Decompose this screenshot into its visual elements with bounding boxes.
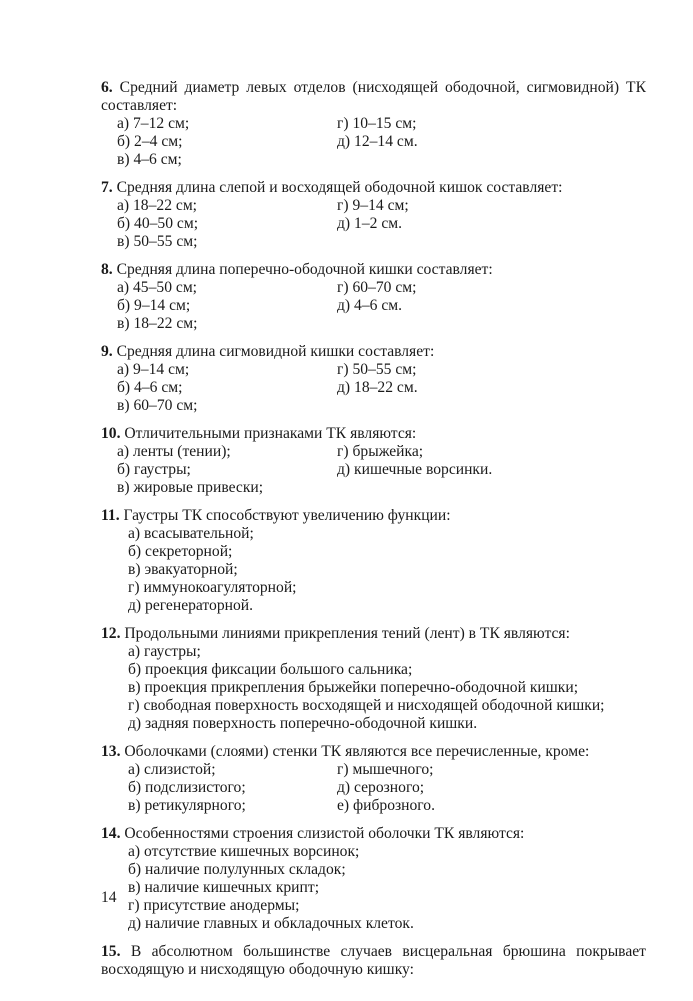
answer-option: б) подслизистого; — [128, 779, 246, 796]
question-stem — [101, 425, 646, 443]
answer-option: в) проекция прикрепления брыжейки поперечно-ободочной кишки; — [128, 679, 579, 696]
answer-option: б) гаустры; — [117, 461, 191, 478]
question-number: 15. — [101, 943, 121, 960]
answer-options — [117, 443, 646, 497]
answer-options — [117, 115, 646, 169]
answer-options — [128, 525, 646, 615]
question-text: Особенностями строения слизистой оболочки ТК являются: — [124, 825, 525, 842]
answer-options — [117, 197, 646, 251]
answer-option: в) 4–6 см; — [117, 151, 182, 168]
answer-option: а) 45–50 см; — [117, 279, 198, 296]
question-6 — [101, 79, 646, 169]
answer-option: в) жировые привески; — [117, 479, 264, 496]
question-text: Средний диаметр левых отделов (нисходящей ободочной, сигмовидной) ТК составляет: — [101, 79, 646, 114]
answer-option: б) 9–14 см; — [117, 297, 191, 314]
question-text: Гаустры ТК способствуют увеличению функции: — [123, 507, 451, 524]
answer-options — [117, 361, 646, 415]
answer-option: г) присутствие анодермы; — [128, 897, 300, 914]
answer-option: г) 10–15 см; — [337, 115, 417, 132]
answer-option: д) 12–14 см. — [337, 133, 418, 150]
answer-option: а) 7–12 см; — [117, 115, 190, 132]
answer-option: б) 4–6 см; — [117, 379, 183, 396]
question-number: 9. — [101, 343, 113, 360]
answer-option: а) отсутствие кишечных ворсинок; — [128, 843, 360, 860]
question-stem — [101, 943, 646, 979]
answer-option: б) проекция фиксации большого сальника; — [128, 661, 413, 678]
question-stem — [101, 825, 646, 843]
answer-option: г) мышечного; — [337, 761, 434, 778]
question-text: Продольными линиями прикрепления тений (лент) в ТК являются: — [124, 625, 570, 642]
answer-option: в) наличие кишечных крипт; — [128, 879, 320, 896]
answer-option: д) 1–2 см. — [337, 215, 403, 232]
question-number: 11. — [101, 507, 120, 524]
answer-option: д) регенераторной. — [128, 597, 254, 614]
question-stem — [101, 507, 646, 525]
answer-option: г) 60–70 см; — [337, 279, 417, 296]
question-text: В абсолютном большинстве случаев висцеральная брюшина покрывает восходящую и нисходящую ободочную кишку: — [101, 943, 646, 978]
question-stem — [101, 743, 646, 761]
answer-option: е) фиброзного. — [337, 797, 435, 814]
answer-option: д) наличие главных и обкладочных клеток. — [128, 915, 414, 932]
question-stem — [101, 79, 646, 115]
answer-option: д) кишечные ворсинки. — [337, 461, 493, 478]
question-stem — [101, 261, 646, 279]
question-12 — [101, 625, 646, 733]
question-number: 13. — [101, 743, 121, 760]
question-15 — [101, 943, 646, 979]
answer-option: в) эвакуаторной; — [128, 561, 238, 578]
question-text: Средняя длина поперечно-ободочной кишки составляет: — [116, 261, 493, 278]
question-11 — [101, 507, 646, 615]
question-text: Средняя длина сигмовидной кишки составляет: — [116, 343, 435, 360]
question-number: 14. — [101, 825, 121, 842]
answer-option: а) 9–14 см; — [117, 361, 190, 378]
answer-option: б) 40–50 см; — [117, 215, 199, 232]
question-stem — [101, 343, 646, 361]
question-number: 7. — [101, 179, 113, 196]
answer-option: г) 50–55 см; — [337, 361, 417, 378]
answer-option: в) 50–55 см; — [117, 233, 198, 250]
question-number: 12. — [101, 625, 121, 642]
question-text: Средняя длина слепой и восходящей ободочной кишок составляет: — [116, 179, 563, 196]
answer-option: б) 2–4 см; — [117, 133, 183, 150]
answer-option: в) 60–70 см; — [117, 397, 198, 414]
answer-option: а) гаустры; — [128, 643, 201, 660]
answer-option: г) иммунокоагуляторной; — [128, 579, 297, 596]
question-text: Отличительными признаками ТК являются: — [124, 425, 417, 442]
answer-option: г) свободная поверхность восходящей и нисходящей ободочной кишки; — [128, 697, 605, 714]
question-9 — [101, 343, 646, 415]
question-10 — [101, 425, 646, 497]
question-stem — [101, 179, 646, 197]
answer-option: д) 4–6 см. — [337, 297, 403, 314]
question-stem — [101, 625, 646, 643]
answer-option: д) 18–22 см. — [337, 379, 418, 396]
answer-option: д) серозного; — [337, 779, 425, 796]
answer-option: б) секреторной; — [128, 543, 233, 560]
question-number: 8. — [101, 261, 113, 278]
page-content — [101, 79, 646, 989]
answer-options — [128, 761, 646, 815]
answer-options — [128, 643, 646, 733]
answer-option: д) задняя поверхность поперечно-ободочной кишки. — [128, 715, 478, 732]
answer-option: г) брыжейка; — [337, 443, 424, 460]
answer-options — [117, 279, 646, 333]
answer-option: а) всасывательной; — [128, 525, 254, 542]
answer-option: в) ретикулярного; — [128, 797, 246, 814]
answer-option: а) ленты (тении); — [117, 443, 231, 460]
answer-option: б) наличие полулунных складок; — [128, 861, 346, 878]
answer-option: в) 18–22 см; — [117, 315, 198, 332]
question-8 — [101, 261, 646, 333]
answer-option: а) слизистой; — [128, 761, 216, 778]
question-14 — [101, 825, 646, 933]
question-13 — [101, 743, 646, 815]
question-number: 6. — [101, 79, 113, 96]
page-number: 14 — [101, 889, 117, 906]
answer-options — [128, 843, 646, 933]
answer-option: г) 9–14 см; — [337, 197, 409, 214]
question-text: Оболочками (слоями) стенки ТК являются все перечисленные, кроме: — [124, 743, 590, 760]
answer-option: а) 18–22 см; — [117, 197, 198, 214]
question-number: 10. — [101, 425, 121, 442]
question-7 — [101, 179, 646, 251]
